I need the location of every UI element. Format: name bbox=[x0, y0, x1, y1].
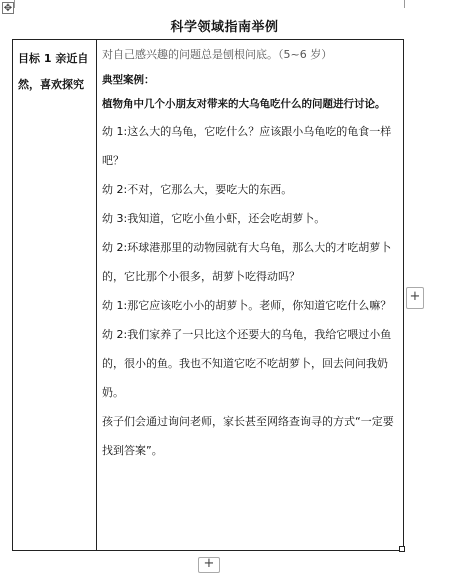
column-divider[interactable] bbox=[96, 39, 97, 551]
add-column-button[interactable] bbox=[406, 287, 424, 309]
plus-icon: + bbox=[409, 289, 421, 304]
case-description: 植物角中几个小朋友对带来的大乌龟吃什么的问题进行讨论。 bbox=[102, 98, 386, 110]
add-row-button[interactable] bbox=[198, 557, 220, 573]
table-move-handle[interactable] bbox=[2, 2, 14, 14]
summary-paragraph: 孩子们会通过询问老师，家长甚至网络查询寻的方式“一定要找到答案”。 bbox=[102, 415, 394, 457]
move-icon: ✥ bbox=[3, 3, 13, 14]
dialogue-paragraph: 幼 2:不对，它那么大，要吃大的东西。 bbox=[102, 183, 293, 196]
dialogue-paragraph: 幼 2:环球港那里的动物园就有大乌龟，那么大的才吃胡萝卜的，它比那个小很多，胡萝卜吃得动吗？ bbox=[102, 241, 392, 283]
top-right-corner-mark bbox=[404, 0, 405, 8]
top-left-corner-mark bbox=[14, 0, 15, 8]
dialogue-paragraph: 幼 1:这么大的乌龟，它吃什么？应该跟小乌龟吃的龟食一样吧？ bbox=[102, 125, 392, 167]
plus-icon: + bbox=[203, 556, 215, 571]
case-label: 典型案例： bbox=[102, 74, 155, 86]
dialogue-paragraph: 幼 3:我知道，它吃小鱼小虾，还会吃胡萝卜。 bbox=[102, 212, 326, 225]
content-cell[interactable] bbox=[102, 44, 400, 465]
goal-cell[interactable]: 目标 1 亲近自然，喜欢探究 bbox=[18, 52, 89, 91]
table-resize-handle[interactable] bbox=[399, 546, 405, 552]
dialogue-paragraph: 幼 1:那它应该吃小小的胡萝卜。老师，你知道它吃什么嘛？ bbox=[102, 299, 392, 312]
age-subtitle: 对自己感兴趣的问题总是刨根问底。（5~6 岁） bbox=[102, 48, 333, 61]
dialogue-paragraph: 幼 2:我们家养了一只比这个还要大的乌龟，我给它喂过小鱼的，很小的鱼。我也不知道它吃不吃胡萝卜，回去问问我奶奶。 bbox=[102, 328, 392, 399]
page-title: 科学领域指南举例 bbox=[170, 20, 279, 35]
